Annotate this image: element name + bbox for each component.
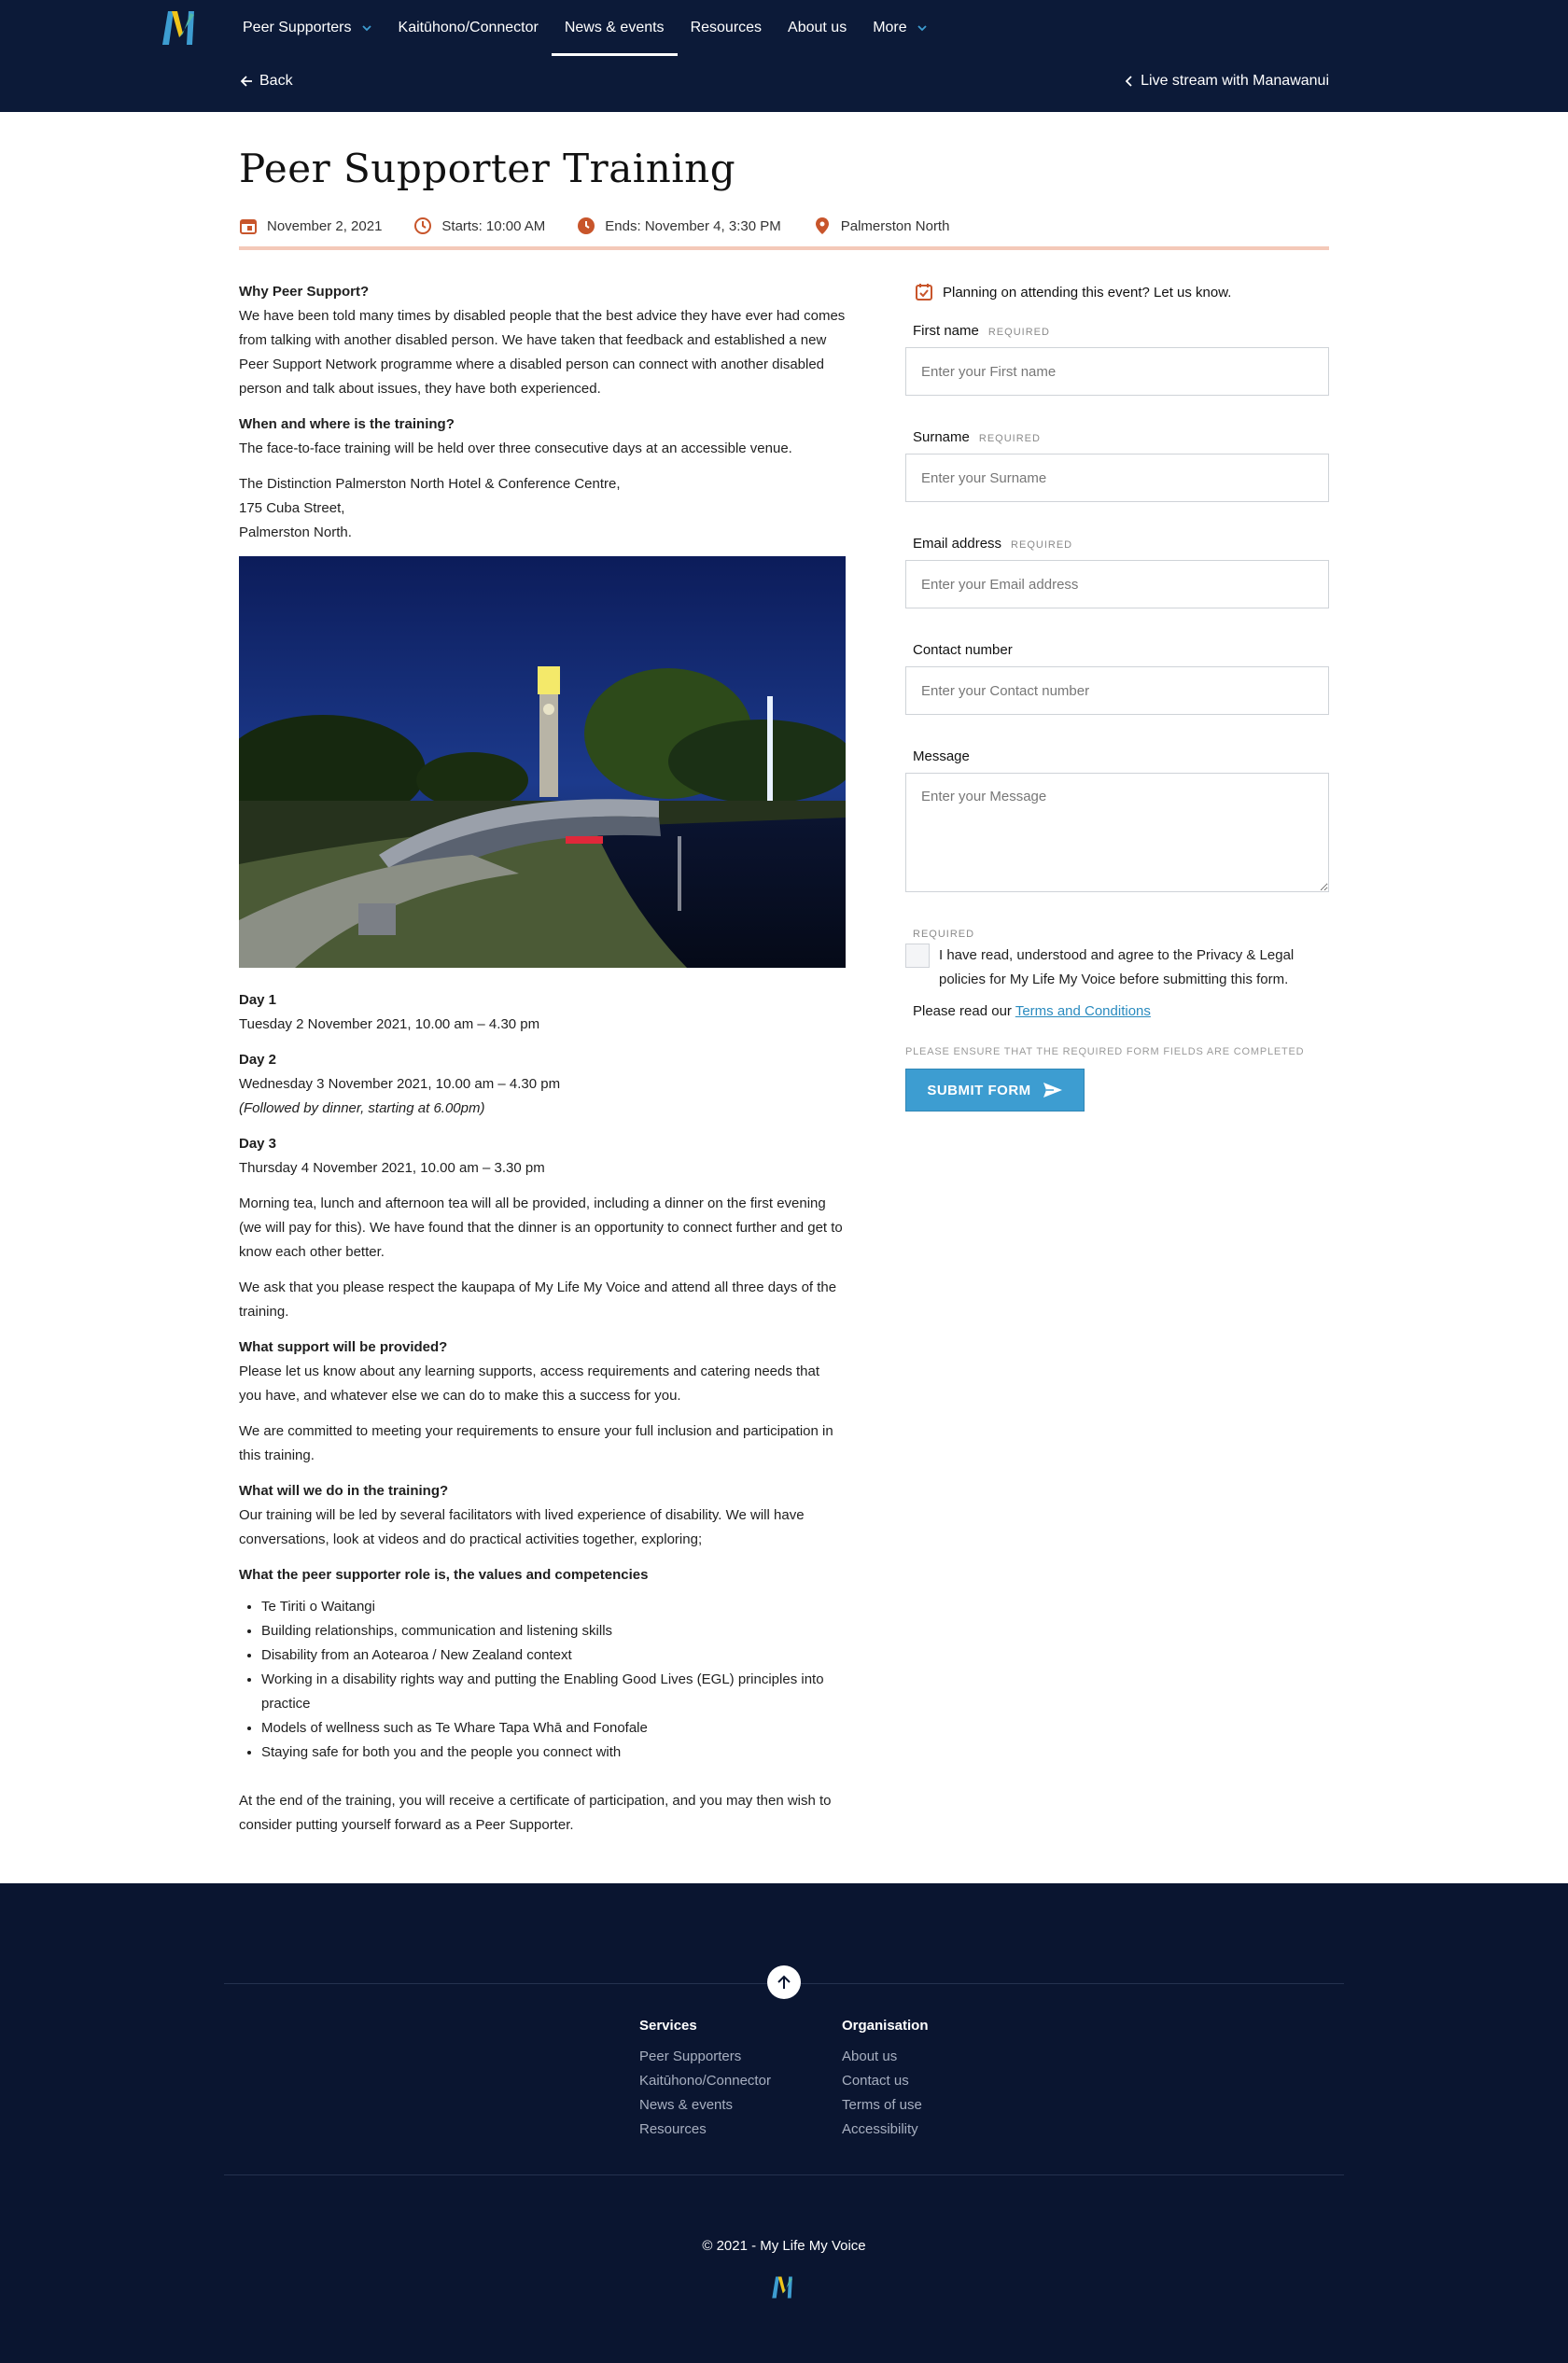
arrow-up-icon bbox=[776, 1974, 792, 1991]
form-note: PLEASE ENSURE THAT THE REQUIRED FORM FIELDS ARE COMPLETED bbox=[905, 1046, 1305, 1057]
event-date-text: November 2, 2021 bbox=[267, 217, 383, 234]
field-label-text: Message bbox=[913, 748, 970, 764]
field-label bbox=[913, 748, 1329, 767]
field-label bbox=[913, 536, 1329, 554]
required-tag: REQUIRED bbox=[913, 929, 975, 940]
mlmv-logo[interactable] bbox=[771, 2275, 797, 2300]
paragraph: Our training will be led by several facilitators with lived experience of disability. We will have conversations, look at videos and do practical activities together, exploring; bbox=[239, 1507, 805, 1547]
day-date: Wednesday 3 November 2021, 10.00 am – 4.30 pm bbox=[239, 1076, 561, 1092]
live-stream-link[interactable] bbox=[1126, 73, 1329, 90]
event-description bbox=[239, 280, 846, 1849]
submit-button[interactable] bbox=[905, 1069, 1085, 1112]
footer-link[interactable]: Accessibility bbox=[842, 2121, 918, 2137]
clock-tower-night-photo bbox=[239, 556, 846, 968]
back-label: Back bbox=[259, 73, 293, 89]
venue-address bbox=[239, 472, 846, 545]
site-footer bbox=[0, 1883, 1568, 2363]
site-header bbox=[0, 0, 1568, 112]
day-text: Thursday 4 November 2021, 10.00 am – 3.30 pm bbox=[239, 1160, 545, 1176]
form-title-text: Planning on attending this event? Let us know. bbox=[943, 284, 1232, 301]
day-heading: Day 2 bbox=[239, 1052, 277, 1068]
dinner-note: (Followed by dinner, starting at 6.00pm) bbox=[239, 1100, 485, 1116]
form-title bbox=[915, 280, 1329, 304]
list-item: • Working in a disability rights way and putting the Enabling Good Lives (EGL) principles into practice bbox=[261, 1668, 846, 1716]
footer-organisation bbox=[842, 2018, 929, 2142]
divider bbox=[224, 2174, 1344, 2175]
section-heading: Why Peer Support? bbox=[239, 284, 370, 300]
paragraph: Please let us know about any learning supports, access requirements and catering needs that you have, and whatever else we can do to make this a success for you. bbox=[239, 1363, 820, 1404]
terms-row bbox=[913, 1000, 1329, 1024]
footer-link[interactable]: News & events bbox=[639, 2097, 734, 2113]
field-label-text: Contact number bbox=[913, 642, 1013, 658]
paragraph: We ask that you please respect the kaupapa of My Life My Voice and attend all three days of the training. bbox=[239, 1279, 837, 1320]
page-title: Peer Supporter Training bbox=[239, 146, 736, 191]
nav-label: About us bbox=[788, 20, 847, 35]
message-field bbox=[905, 748, 1329, 897]
terms-prefix: Please read our bbox=[913, 1003, 1015, 1019]
chevron-down-icon bbox=[917, 22, 928, 34]
required-tag: REQUIRED bbox=[1011, 539, 1073, 551]
list-item: • Models of wellness such as Te Whare Tapa Whā and Fonofale bbox=[261, 1716, 846, 1741]
nav-news-events[interactable] bbox=[552, 0, 678, 56]
nav-label: Peer Supporters bbox=[243, 20, 352, 35]
footer-services bbox=[639, 2018, 771, 2142]
footer-link[interactable]: Kaitūhono/Connector bbox=[639, 2073, 771, 2089]
field-label-text: Email address bbox=[913, 536, 1002, 552]
topic-list bbox=[261, 1595, 846, 1765]
venue-line: Palmerston North. bbox=[239, 524, 352, 540]
list-item: • Building relationships, communication and listening skills bbox=[261, 1619, 846, 1643]
first-name-field bbox=[905, 323, 1329, 396]
surname-input[interactable] bbox=[905, 454, 1329, 502]
contact-number-field bbox=[905, 642, 1329, 715]
terms-link[interactable]: Terms and Conditions bbox=[1015, 1003, 1151, 1019]
surname-field bbox=[905, 429, 1329, 502]
main-nav bbox=[230, 0, 941, 56]
required-tag: REQUIRED bbox=[978, 433, 1041, 444]
nav-label: Kaitūhono/Connector bbox=[398, 20, 539, 35]
calendar-icon bbox=[239, 217, 258, 235]
mlmv-logo[interactable] bbox=[161, 9, 202, 47]
rsvp-form bbox=[905, 280, 1329, 1112]
field-label-text: First name bbox=[913, 323, 979, 339]
email-field bbox=[905, 536, 1329, 608]
email-input[interactable] bbox=[905, 560, 1329, 608]
section-heading: What the peer supporter role is, the values and competencies bbox=[239, 1567, 649, 1583]
event-start bbox=[413, 217, 545, 235]
paragraph: We have been told many times by disabled people that the best advice they have ever had comes from talking with another disabled person. We have taken that feedback and established a new Peer Support Network programme where a disabled person can connect with another disabled person and talk about issues, they have both experienced. bbox=[239, 308, 846, 397]
clock-filled-icon bbox=[577, 217, 595, 235]
event-location bbox=[813, 217, 950, 235]
nav-peer-supporters[interactable] bbox=[230, 0, 385, 56]
nav-kaituhono[interactable] bbox=[385, 0, 552, 56]
footer-link[interactable]: About us bbox=[842, 2048, 898, 2064]
nav-label: More bbox=[873, 20, 907, 35]
consent-row bbox=[905, 944, 1329, 992]
day-heading: Day 1 bbox=[239, 992, 277, 1008]
nav-about-us[interactable] bbox=[775, 0, 860, 56]
arrow-left-icon bbox=[239, 74, 254, 89]
field-label bbox=[913, 323, 1329, 342]
event-location-text: Palmerston North bbox=[840, 217, 950, 234]
calendar-check-icon bbox=[915, 283, 933, 301]
contact-number-input[interactable] bbox=[905, 666, 1329, 715]
section-heading: What will we do in the training? bbox=[239, 1483, 449, 1499]
live-stream-label: Live stream with Manawanui bbox=[1141, 73, 1329, 89]
back-to-top-button[interactable] bbox=[767, 1965, 801, 1999]
footer-link[interactable]: Resources bbox=[639, 2121, 707, 2137]
field-label bbox=[913, 642, 1329, 661]
paragraph: At the end of the training, you will receive a certificate of participation, and you may then wish to consider putting yourself forward as a Peer Supporter. bbox=[239, 1793, 832, 1833]
required-tag: REQUIRED bbox=[987, 327, 1050, 338]
day-text bbox=[239, 1072, 846, 1121]
nav-resources[interactable] bbox=[678, 0, 775, 56]
first-name-input[interactable] bbox=[905, 347, 1329, 396]
consent-section bbox=[905, 929, 1329, 1024]
footer-heading: Organisation bbox=[842, 2018, 929, 2034]
chevron-down-icon bbox=[361, 22, 372, 34]
consent-checkbox[interactable] bbox=[905, 944, 930, 968]
list-item: • Staying safe for both you and the people you connect with bbox=[261, 1741, 846, 1765]
paragraph: Morning tea, lunch and afternoon tea will all be provided, including a dinner on the first evening (we will pay for this). We have found that the dinner is an opportunity to connect further and get to know each other better. bbox=[239, 1195, 843, 1260]
field-label bbox=[913, 429, 1329, 448]
field-label-text: Surname bbox=[913, 429, 970, 445]
consent-text: I have read, understood and agree to the Privacy & Legal policies for My Life My Voice before submitting this form. bbox=[939, 947, 1295, 987]
message-textarea[interactable] bbox=[905, 773, 1329, 892]
nav-more[interactable] bbox=[860, 0, 940, 56]
day-heading: Day 3 bbox=[239, 1136, 277, 1152]
copyright: © 2021 - My Life My Voice bbox=[702, 2238, 866, 2254]
list-item: • Disability from an Aotearoa / New Zealand context bbox=[261, 1643, 846, 1668]
event-end-text: Ends: November 4, 3:30 PM bbox=[605, 217, 781, 234]
section-heading: What support will be provided? bbox=[239, 1339, 448, 1355]
clock-outline-icon bbox=[413, 217, 432, 235]
footer-link[interactable]: Terms of use bbox=[842, 2097, 922, 2113]
paragraph: The face-to-face training will be held over three consecutive days at an accessible venue. bbox=[239, 440, 792, 456]
nav-label: Resources bbox=[690, 20, 763, 35]
event-date bbox=[239, 217, 382, 235]
map-pin-icon bbox=[813, 217, 832, 235]
event-start-text: Starts: 10:00 AM bbox=[441, 217, 546, 234]
back-link[interactable] bbox=[239, 73, 293, 90]
section-heading: When and where is the training? bbox=[239, 416, 455, 432]
nav-label: News & events bbox=[564, 20, 665, 35]
paragraph: We are committed to meeting your requirements to ensure your full inclusion and participation in this training. bbox=[239, 1423, 833, 1463]
footer-heading: Services bbox=[639, 2018, 697, 2034]
list-item: • Te Tiriti o Waitangi bbox=[261, 1595, 846, 1619]
venue-line: The Distinction Palmerston North Hotel & Conference Centre, bbox=[239, 476, 621, 492]
footer-link[interactable]: Contact us bbox=[842, 2073, 909, 2089]
footer-link[interactable]: Peer Supporters bbox=[639, 2048, 742, 2064]
event-end bbox=[577, 217, 780, 235]
venue-line: 175 Cuba Street, bbox=[239, 500, 345, 516]
day-text: Tuesday 2 November 2021, 10.00 am – 4.30 pm bbox=[239, 1016, 540, 1032]
chevron-left-icon bbox=[1126, 76, 1133, 87]
send-icon bbox=[1043, 1082, 1063, 1098]
submit-label: SUBMIT FORM bbox=[927, 1082, 1031, 1098]
event-meta bbox=[239, 217, 1329, 250]
